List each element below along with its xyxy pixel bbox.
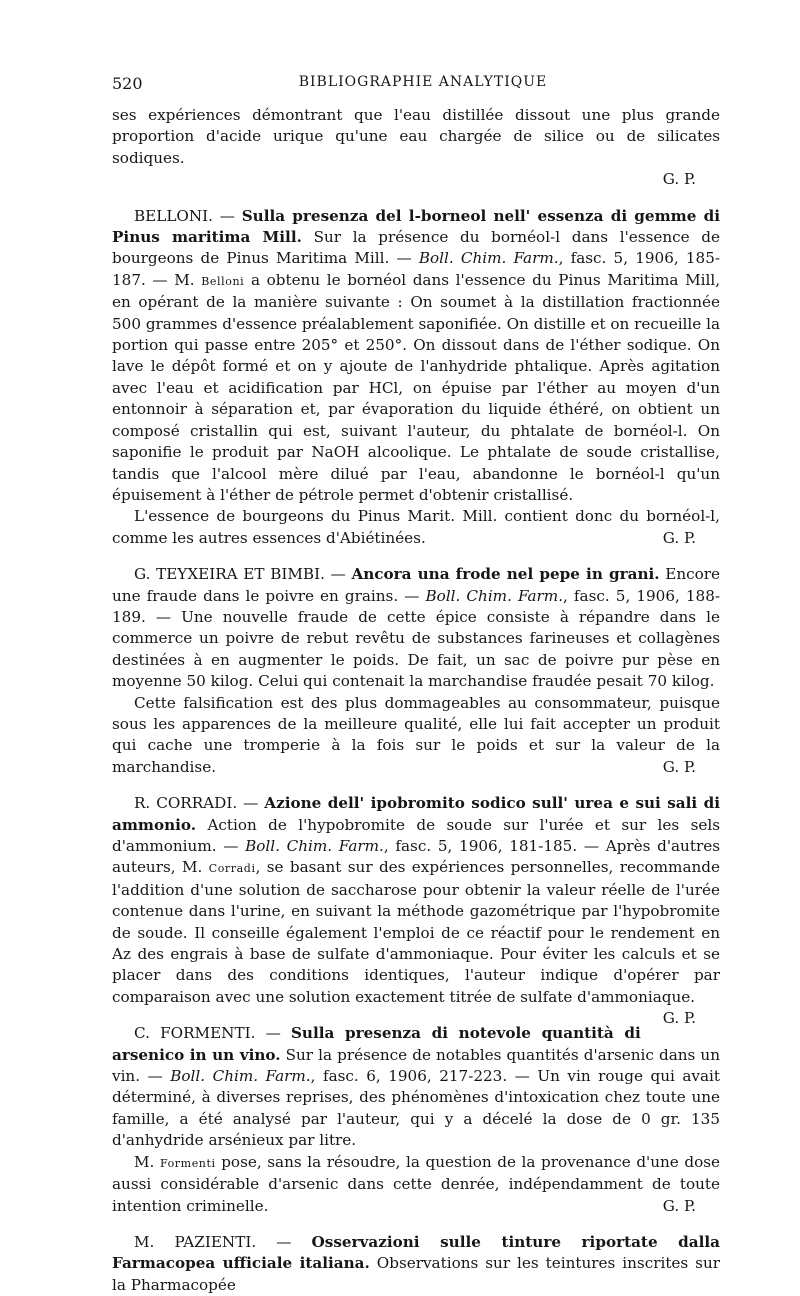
entry-paragraph xyxy=(112,793,720,1028)
entry-text: Sur la présence de notables quantités d'arsenic dans un vin. — xyxy=(112,1045,720,1086)
entry-text: Cette falsification est des plus dommageables au consommateur, puisque sous les apparences de la meilleure qualité, elle lui fait accepter un produit qui cache une tromperie à la fois sur le poids et sur la valeur de la marchandise. xyxy=(112,693,720,776)
entry-paragraph xyxy=(112,506,720,549)
entry-text: pose, sans la résoudre, la question de la provenance d'une dose aussi considérable d'arsenic dans cette denrée, indépendamment de toute intention criminelle. xyxy=(112,1152,720,1215)
journal-name: Boll. Chim. Farm. xyxy=(170,1067,311,1086)
author-name-smallcaps: Belloni xyxy=(201,274,245,288)
entry-title: Azione dell' ipobromito sodico sull' urea e sui sali di ammonio. xyxy=(112,794,720,834)
entry-author: C. FORMENTI. — xyxy=(134,1024,281,1043)
entry-text: , fasc. 6, 1906, 217-223. — Un vin rouge qui avait déterminé, à diverses reprises, des phénomènes d'intoxication chez toute une famille, a été analysé par l'auteur, qui y a décelé la dose de 0 gr. 135 d'anhydride arsénieux par litre. xyxy=(112,1067,721,1150)
entry-text: , fasc. 5, 1906, 181-185. — Après d'autres auteurs, M. xyxy=(112,837,720,877)
entry-text: Encore une fraude dans le poivre en grains. — xyxy=(112,565,720,605)
entry-text: , fasc. 5, 1906, 188-189. — Une nouvelle fraude de cette épice consiste à répandre dans le commerce un poivre de rebut revêtu de substances farineuses et collagènes destinées à en augmenter le poids. De fait, un sac de poivre pur pèse en moyenne 50 kilog. Celui qui contenait la marchandise fraudée pesait 70 kilog. xyxy=(112,586,721,691)
entry-corradi xyxy=(112,793,720,1028)
entry-belloni xyxy=(112,206,720,550)
entry-signature: G. P. xyxy=(662,757,696,776)
entry-text: L'essence de bourgeons du Pinus Marit. Mill. contient donc du bornéol-l, comme les autres essences d'Abiétinées. xyxy=(112,507,720,547)
entry-author: R. CORRADI. — xyxy=(134,794,259,813)
entry-author: M. PAZIENTI. — xyxy=(134,1232,292,1251)
entry-text: M. xyxy=(134,1152,155,1171)
entry-pazienti xyxy=(112,1232,720,1296)
entry-title: Sulla presenza di notevole quantità di arsenico in un vino. xyxy=(112,1024,641,1064)
entry-text: Sur la présence du bornéol-l dans l'essence de bourgeons de Pinus Maritima Mill. — xyxy=(112,228,721,268)
entry-paragraph xyxy=(112,1232,720,1296)
entry-signature: G. P. xyxy=(662,1009,696,1028)
author-name-smallcaps: Formenti xyxy=(159,1156,216,1170)
entry-author: G. TEYXEIRA ET BIMBI. — xyxy=(134,565,346,584)
entry-paragraph xyxy=(112,206,720,507)
entry-teyxeira xyxy=(112,564,720,778)
page-content xyxy=(112,105,720,1296)
entry-title: Osservazioni sulle tinture riportate dalla Farmacopea ufficiale italiana. xyxy=(112,1232,721,1273)
page-header xyxy=(112,74,722,96)
entry-text: , se basant sur des expériences personnelles, recommande l'addition d'une solution de saccharose pour obtenir la valeur réelle de l'urée contenue dans l'urine, en suivant la méthode gazométrique par l'hypobromite de soude. Il conseille également l'emploi de ce réactif pour le rendement en Az des engrais à base de sulfate d'ammoniaque. Pour éviter les calculs et se placer dans des conditions identiques, l'auteur indique d'opérer par comparaison avec une solution exactement titrée de sulfate d'ammoniaque. xyxy=(112,858,720,1006)
entry-paragraph xyxy=(112,693,720,779)
entry-paragraph xyxy=(112,1152,720,1217)
entry-title: Sulla presenza del l-borneol nell' essenza di gemme di Pinus maritima Mill. xyxy=(112,206,720,247)
page-number: 520 xyxy=(112,74,143,93)
entry-text: Action de l'hypobromite de soude sur l'urée et sur les sels d'ammonium. — xyxy=(112,815,720,855)
entry-signature: G. P. xyxy=(662,528,696,547)
entry-paragraph xyxy=(112,564,720,692)
entry-title: Ancora una frode nel pepe in grani. xyxy=(351,565,660,584)
entry-text: , fasc. 5, 1906, 185-187. — M. xyxy=(112,249,721,289)
author-name-smallcaps: Corradi xyxy=(208,862,256,876)
running-title: BIBLIOGRAPHIE ANALYTIQUE xyxy=(298,74,548,90)
intro-paragraph: ses expériences démontrant que l'eau distillée dissout une plus grande proportion d'acide urique qu'une eau chargée de silice ou de silicates sodiques. xyxy=(112,106,720,167)
journal-name: Boll. Chim. Farm. xyxy=(418,249,559,268)
entry-text: a obtenu le bornéol dans l'essence du Pinus Maritima Mill, en opérant de la manière suivante : On soumet à la distillation fractionnée 500 grammes d'essence préalablement saponifiée. On distille et on recueille la portion qui passe entre 205° et 250°. On dissout dans de l'éther sodique. On lave le dépôt formé et on y ajoute de l'anhydride phtalique. Après agitation avec l'eau et acidification par HCl, on épuise par l'éther au moyen d'un entonnoir à séparation et, par évaporation du liquide éthéré, on obtient un composé cristallin qui est, suivant l'auteur, du phtalate de bornéol-l. On saponifie le produit par NaOH alcoolique. Le phtalate de soude cristallise, tandis que l'alcool mère dilué par l'eau, abandonne le bornéol-l qu'un épuisement à l'éther de pétrole permet d'obtenir cristallisé. xyxy=(112,270,721,504)
entry-text: Observations sur les teintures inscrites sur la Pharmacopée xyxy=(112,1254,721,1294)
entry-formenti xyxy=(112,1023,720,1217)
entry-author: BELLONI. — xyxy=(134,206,235,225)
intro-signature: G. P. xyxy=(662,170,696,189)
entry-paragraph xyxy=(112,1023,720,1151)
journal-name: Boll. Chim. Farm. xyxy=(245,837,384,855)
journal-name: Boll. Chim. Farm. xyxy=(425,586,564,605)
entry-signature: G. P. xyxy=(662,1196,696,1215)
